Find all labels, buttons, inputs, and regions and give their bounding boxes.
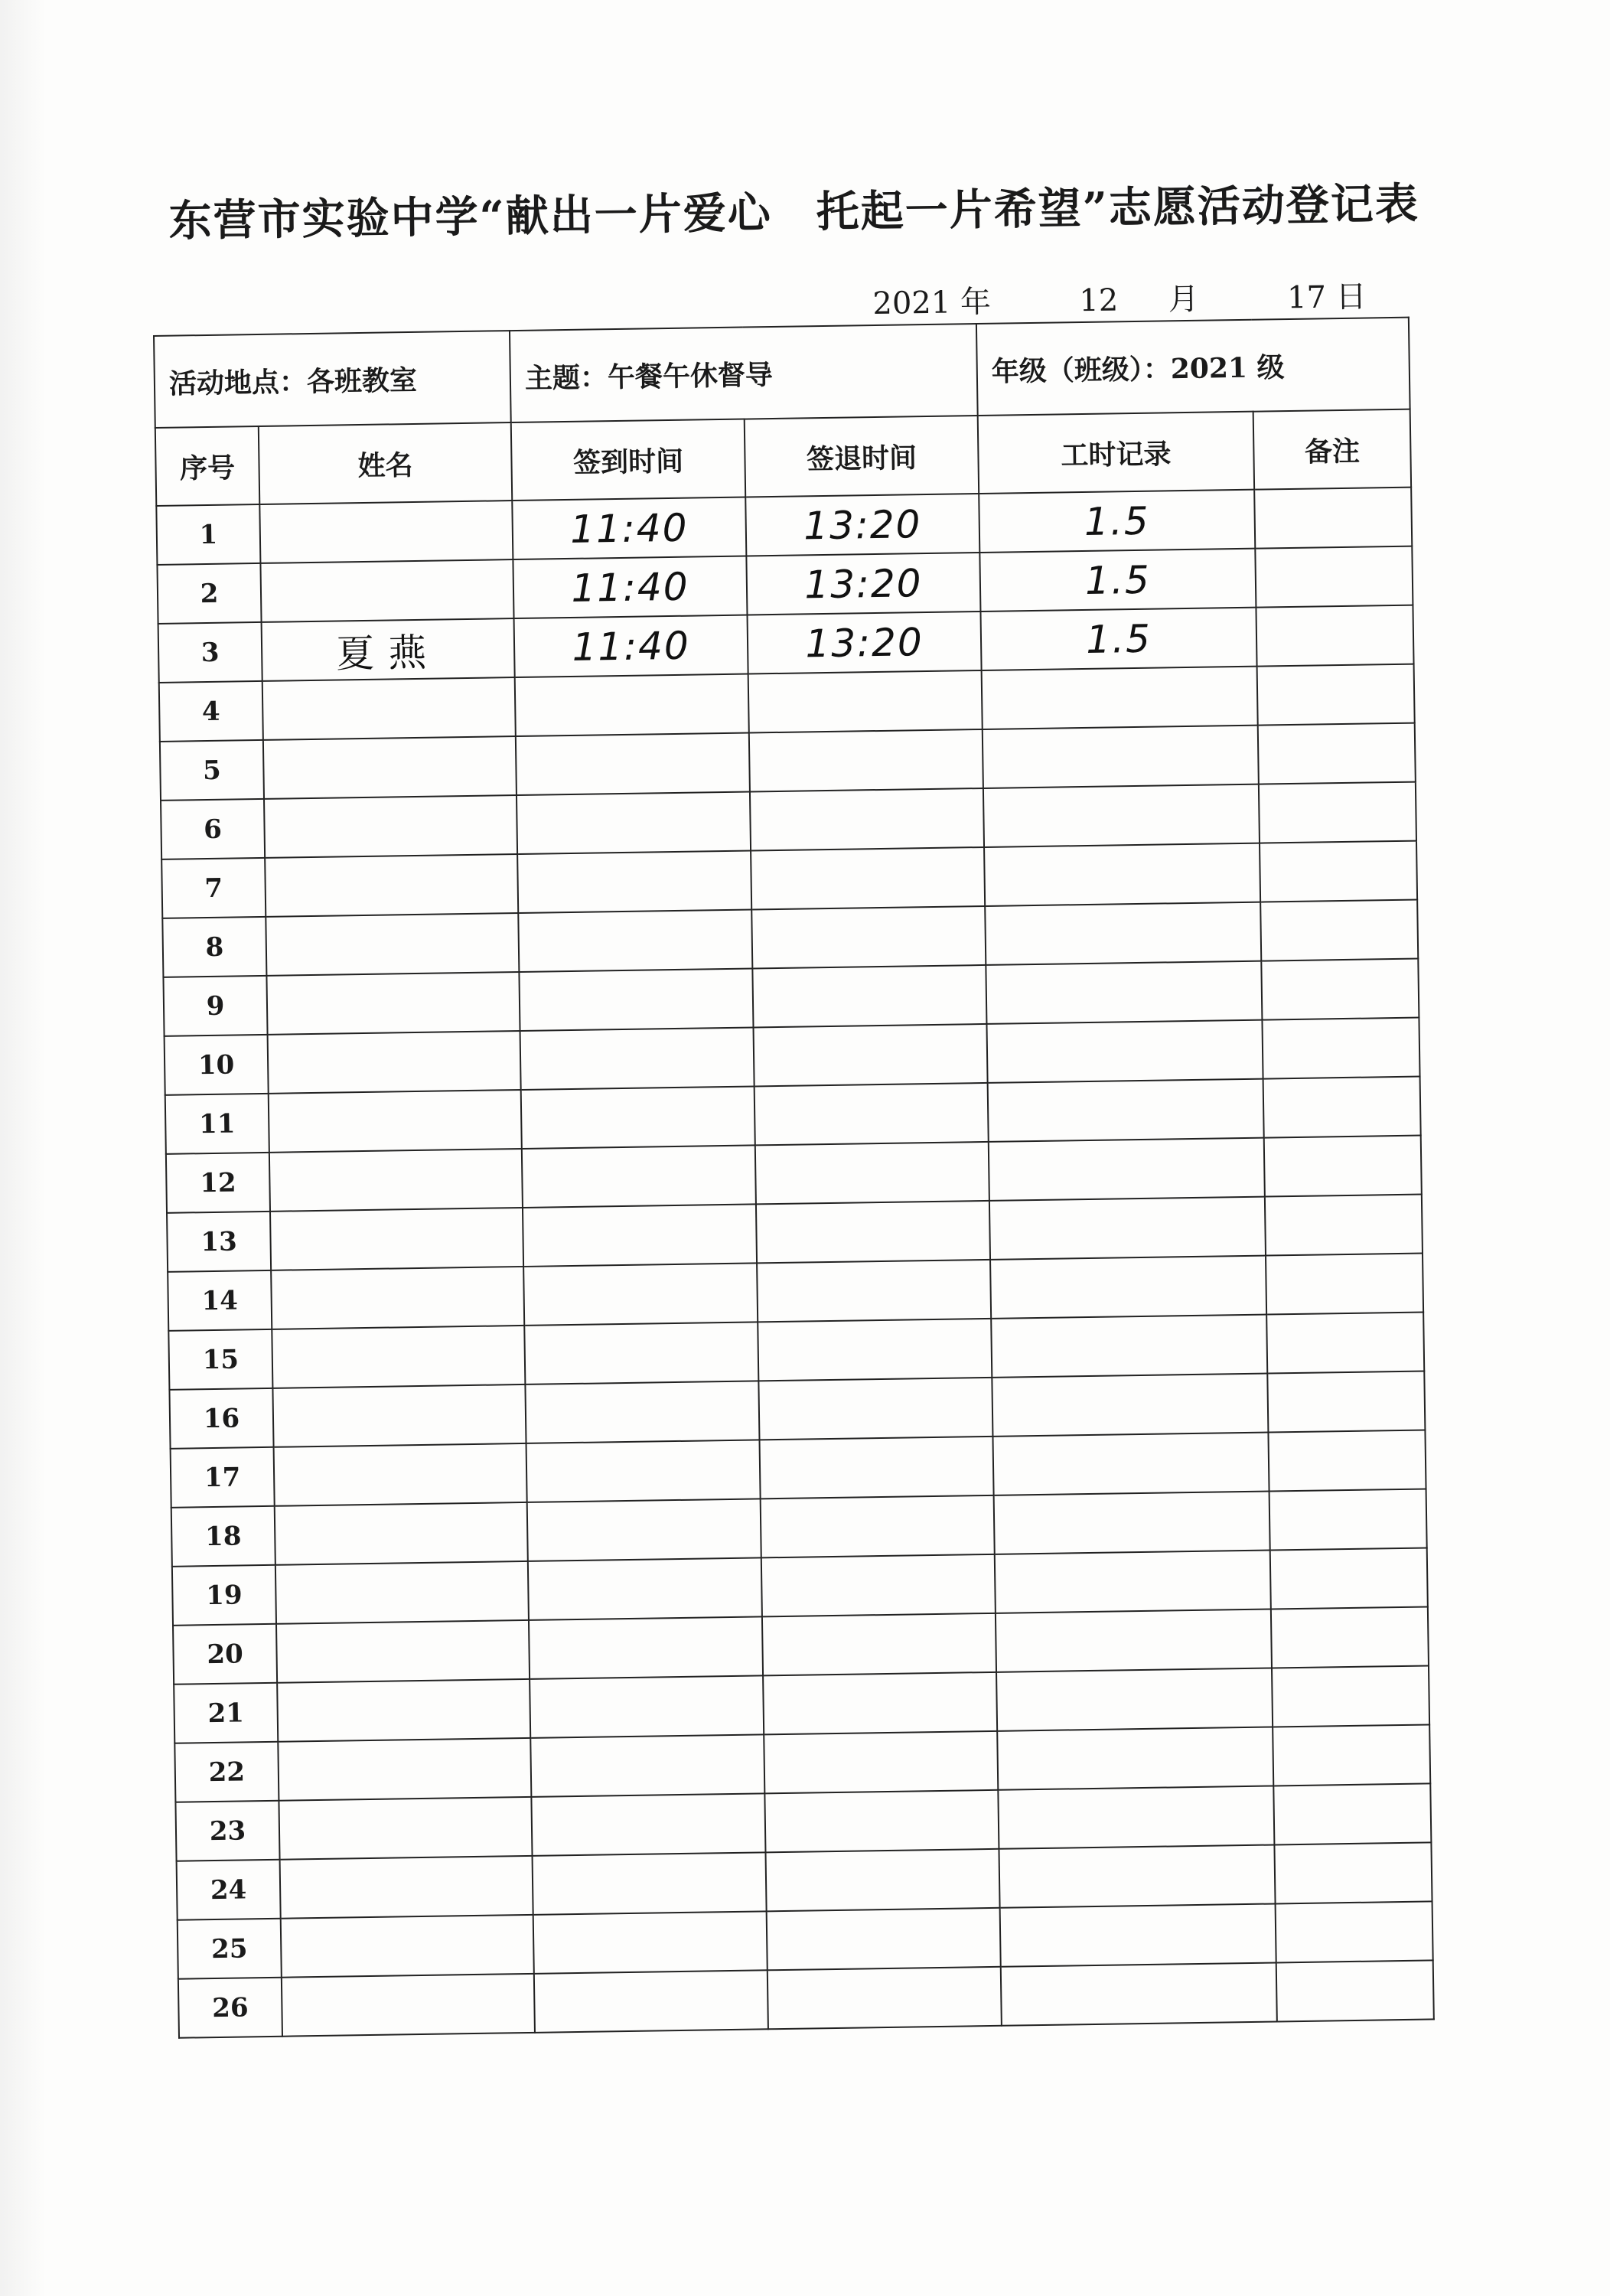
cell-seq-text: 17: [204, 1461, 241, 1493]
date-year: 2021: [872, 285, 951, 321]
cell-hours: [996, 1668, 1273, 1731]
activity-grade: 年级（班级）：2021 级: [976, 318, 1410, 416]
cell-sign-out: [758, 1378, 992, 1440]
cell-sign-in: [530, 1675, 764, 1738]
cell-seq-text: 15: [202, 1343, 240, 1375]
cell-seq-text: 4: [201, 696, 220, 727]
cell-sign-out: [764, 1731, 998, 1794]
cell-hours: [983, 784, 1260, 847]
cell-hours: [995, 1551, 1271, 1613]
cell-sign-in: [517, 850, 751, 913]
cell-seq: [167, 1212, 271, 1272]
cell-sign-out: [749, 729, 983, 792]
cell-remark: [1268, 1430, 1426, 1491]
cell-seq-text: 1: [199, 519, 218, 550]
activity-location: 活动地点：各班教室: [154, 331, 511, 428]
cell-sign-out: [746, 553, 980, 615]
cell-seq-text: 12: [199, 1167, 236, 1199]
cell-seq: [156, 504, 260, 565]
cell-seq-text: 22: [208, 1756, 246, 1788]
cell-hours-text: 1.5: [1084, 557, 1152, 603]
cell-sign-in-text: 11:40: [569, 505, 689, 552]
cell-remark: [1273, 1783, 1431, 1844]
cell-name: [268, 1031, 521, 1094]
cell-hours-text: 1.5: [1084, 498, 1150, 544]
cell-sign-in: [513, 556, 747, 619]
cell-hours: [982, 667, 1258, 729]
cell-remark: [1270, 1548, 1428, 1609]
date-day: 17: [1286, 279, 1327, 316]
cell-sign-out: [754, 1083, 989, 1146]
cell-hours: [1001, 1962, 1277, 2025]
cell-sign-in: [533, 1911, 768, 1974]
cell-seq-text: 8: [205, 931, 224, 963]
cell-sign-out: [756, 1201, 990, 1264]
cell-seq-text: 26: [211, 1991, 249, 2024]
header-name: 姓名: [259, 422, 512, 504]
cell-seq: [157, 563, 261, 624]
cell-hours: [979, 490, 1255, 553]
cell-seq: [178, 1978, 282, 2038]
cell-name: [260, 559, 513, 622]
cell-name: [276, 1620, 530, 1683]
cell-sign-out: [758, 1319, 992, 1381]
cell-remark: [1269, 1489, 1427, 1550]
cell-seq-text: 9: [206, 990, 225, 1022]
cell-sign-out: [760, 1437, 994, 1499]
cell-name: [280, 1856, 533, 1919]
cell-sign-in-text: 11:40: [572, 623, 691, 670]
cell-sign-in: [514, 615, 748, 678]
cell-sign-out: [761, 1554, 996, 1617]
cell-name: [279, 1797, 532, 1860]
cell-sign-in: [516, 733, 750, 796]
cell-remark: [1257, 664, 1415, 726]
cell-seq: [177, 1860, 281, 1920]
cell-sign-in: [517, 791, 751, 854]
cell-sign-in: [512, 497, 746, 560]
cell-remark: [1255, 546, 1413, 608]
cell-hours: [1000, 1903, 1276, 1966]
cell-sign-in: [526, 1440, 761, 1502]
cell-sign-in-text: 11:40: [571, 564, 689, 611]
cell-sign-out: [767, 1908, 1001, 1971]
cell-sign-out: [757, 1260, 991, 1322]
cell-remark: [1271, 1606, 1429, 1668]
cell-name: [274, 1443, 527, 1506]
cell-name: [269, 1149, 523, 1212]
header-remark: 备注: [1253, 409, 1412, 490]
cell-remark: [1274, 1842, 1432, 1903]
cell-seq-text: 18: [204, 1520, 242, 1552]
cell-remark: [1254, 488, 1412, 549]
cell-seq: [165, 1094, 269, 1154]
cell-remark: [1261, 959, 1419, 1020]
date-line: [872, 272, 1367, 323]
cell-hours: [992, 1374, 1268, 1437]
cell-hours: [987, 1020, 1263, 1083]
cell-hours: [998, 1786, 1274, 1848]
cell-sign-in: [533, 1852, 767, 1915]
cell-name: [266, 913, 519, 976]
cell-name: [282, 1974, 535, 2037]
cell-seq: [159, 681, 263, 742]
cell-remark: [1265, 1195, 1423, 1256]
cell-hours: [989, 1138, 1265, 1201]
cell-remark: [1260, 900, 1418, 961]
cell-remark: [1266, 1254, 1423, 1315]
cell-hours: [991, 1315, 1267, 1378]
header-seq: 序号: [155, 426, 259, 506]
cell-sign-in: [531, 1793, 765, 1856]
cell-sign-in: [529, 1616, 763, 1679]
cell-sign-in: [530, 1734, 764, 1797]
cell-sign-in: [521, 1086, 755, 1149]
form-title: 东营市实验中学“献出一片爱心 托起一片希望”志愿活动登记表: [168, 178, 1420, 246]
cell-sign-out: [754, 1024, 988, 1087]
cell-remark: [1262, 1018, 1419, 1079]
cell-seq-text: 5: [202, 755, 222, 786]
cell-sign-in: [523, 1204, 757, 1267]
cell-sign-out-text: 13:20: [803, 560, 923, 607]
cell-seq: [165, 1035, 269, 1095]
cell-seq: [175, 1801, 279, 1861]
cell-sign-out: [768, 1967, 1002, 2030]
cell-sign-out: [748, 612, 982, 674]
cell-seq-text: 23: [209, 1815, 246, 1847]
cell-name: [275, 1502, 528, 1565]
cell-seq-text: 10: [197, 1049, 235, 1081]
cell-seq-text: 14: [201, 1284, 239, 1316]
cell-remark: [1276, 1901, 1433, 1962]
cell-sign-in: [524, 1322, 758, 1384]
cell-sign-in: [523, 1263, 758, 1326]
cell-hours-text: 1.5: [1085, 616, 1152, 662]
cell-remark: [1266, 1313, 1424, 1374]
page-edge-shadow: [0, 0, 46, 2296]
date-month-unit: 月: [1168, 282, 1200, 318]
cell-seq: [174, 1683, 278, 1743]
cell-sign-in: [528, 1557, 762, 1620]
cell-remark: [1273, 1724, 1430, 1786]
cell-hours: [992, 1433, 1269, 1495]
cell-sign-out: [766, 1849, 1000, 1912]
cell-sign-out: [751, 906, 986, 969]
cell-sign-out: [745, 494, 979, 556]
cell-sign-out: [764, 1790, 999, 1853]
cell-name: [272, 1326, 525, 1388]
cell-seq-text: 21: [207, 1697, 245, 1729]
cell-hours: [984, 843, 1260, 906]
cell-seq: [168, 1270, 272, 1331]
cell-seq: [161, 799, 265, 859]
cell-seq: [162, 917, 266, 977]
cell-seq: [169, 1388, 273, 1449]
cell-remark: [1260, 841, 1417, 902]
cell-hours: [990, 1256, 1266, 1319]
cell-seq: [171, 1447, 275, 1508]
cell-seq-text: 16: [203, 1402, 240, 1434]
cell-seq-text: 11: [198, 1108, 236, 1140]
cell-seq-text: 6: [203, 814, 223, 845]
cell-seq-text: 13: [200, 1226, 238, 1257]
cell-name-text: 夏燕: [335, 629, 441, 676]
cell-remark: [1272, 1665, 1429, 1727]
cell-sign-in: [518, 909, 752, 972]
cell-hours: [994, 1492, 1270, 1554]
cell-hours: [996, 1609, 1272, 1672]
cell-name: [270, 1208, 523, 1270]
cell-sign-out-text: 13:20: [803, 501, 922, 548]
header-sign-out: 签退时间: [745, 416, 979, 497]
cell-name: [271, 1267, 524, 1329]
cell-sign-in: [522, 1145, 756, 1208]
header-hours: 工时记录: [978, 412, 1254, 494]
cell-name: [264, 795, 517, 858]
cell-seq: [161, 858, 266, 918]
cell-remark: [1256, 605, 1413, 667]
cell-seq: [172, 1565, 276, 1626]
cell-seq: [158, 622, 262, 683]
cell-seq-text: 3: [200, 637, 220, 668]
cell-seq: [160, 740, 264, 801]
date-day-unit: 日: [1335, 279, 1367, 315]
cell-seq: [178, 1919, 282, 1979]
cell-sign-in: [534, 1970, 768, 2033]
cell-name: [265, 854, 518, 917]
cell-name: [263, 736, 517, 799]
cell-hours: [986, 961, 1262, 1024]
cell-seq: [173, 1624, 277, 1684]
form-table-wrap: [153, 317, 1433, 2039]
cell-sign-in: [519, 968, 753, 1031]
cell-sign-out: [752, 965, 986, 1028]
cell-name: [272, 1384, 526, 1447]
cell-hours: [988, 1079, 1264, 1142]
cell-name: [266, 972, 520, 1035]
activity-theme: 主题：午餐午休督导: [510, 324, 978, 422]
cell-seq: [171, 1506, 275, 1567]
cell-sign-out: [751, 847, 985, 910]
cell-sign-in: [520, 1027, 754, 1090]
cell-name: [262, 677, 516, 740]
cell-hours: [999, 1844, 1275, 1907]
cell-seq-text: 7: [204, 872, 223, 904]
cell-sign-out: [761, 1495, 995, 1558]
cell-hours: [989, 1197, 1266, 1260]
cell-seq: [163, 976, 267, 1036]
cell-sign-out: [750, 788, 984, 851]
header-sign-in: 签到时间: [511, 419, 745, 501]
cell-hours: [985, 902, 1261, 965]
cell-remark: [1276, 1960, 1434, 2021]
cell-sign-in: [525, 1381, 759, 1443]
cell-name: [275, 1561, 529, 1624]
cell-remark: [1267, 1371, 1425, 1433]
cell-sign-out: [748, 670, 983, 733]
cell-sign-out: [762, 1613, 996, 1676]
date-year-unit: 年: [960, 284, 992, 321]
cell-name: [262, 618, 515, 681]
cell-remark: [1263, 1077, 1421, 1138]
cell-hours: [997, 1727, 1273, 1789]
cell-name: [278, 1738, 531, 1801]
date-month: 12: [1079, 282, 1119, 319]
cell-hours: [981, 608, 1257, 670]
cell-name: [259, 501, 513, 563]
cell-sign-out: [755, 1142, 989, 1205]
cell-remark: [1258, 723, 1416, 784]
cell-sign-out-text: 13:20: [805, 619, 924, 666]
cell-sign-in: [527, 1499, 761, 1561]
cell-seq: [174, 1742, 279, 1802]
cell-seq-text: 24: [210, 1874, 247, 1906]
cell-name: [281, 1915, 534, 1978]
cell-seq-text: 19: [205, 1579, 243, 1611]
registration-table: [153, 317, 1435, 2039]
cell-hours: [983, 726, 1259, 788]
cell-remark: [1259, 782, 1416, 843]
cell-name: [269, 1090, 522, 1153]
cell-seq: [168, 1329, 272, 1390]
cell-seq: [166, 1153, 270, 1213]
cell-seq-text: 25: [210, 1932, 248, 1965]
cell-hours: [979, 549, 1256, 612]
cell-remark: [1264, 1136, 1422, 1197]
cell-sign-out: [763, 1672, 997, 1735]
cell-name: [277, 1679, 530, 1742]
cell-seq-text: 2: [200, 578, 219, 609]
cell-seq-text: 20: [207, 1638, 244, 1670]
cell-sign-in: [515, 674, 749, 737]
